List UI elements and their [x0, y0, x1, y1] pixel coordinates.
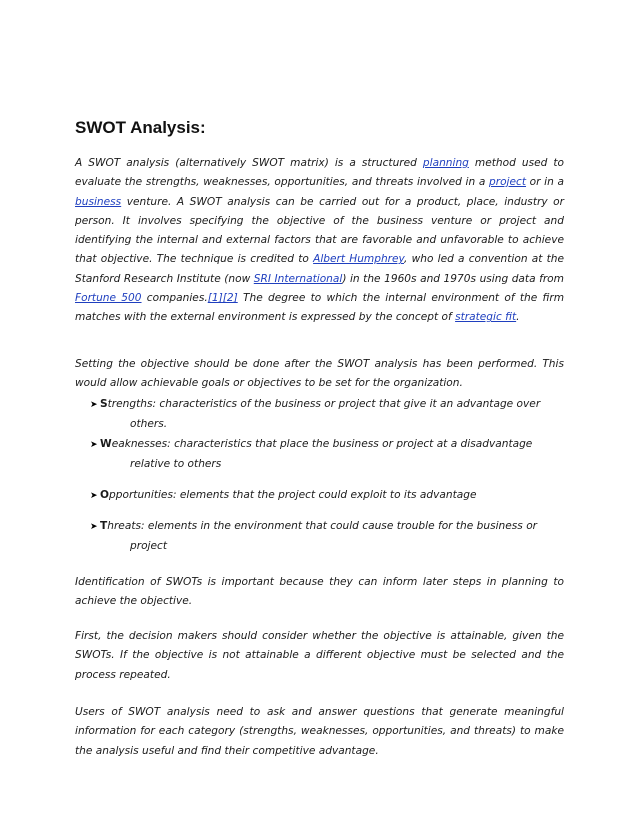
page-title: SWOT Analysis:: [75, 118, 206, 137]
link-references[interactable]: [1][2]: [207, 292, 238, 305]
bullet-strengths: [90, 395, 564, 435]
link-sri-international[interactable]: SRI International: [253, 272, 343, 285]
text-run: companies.: [141, 292, 208, 305]
text-run: ) in the 1960s and 1970s using data from: [342, 272, 564, 285]
text-run: venture. A SWOT analysis can be carried out for a product, place, industry or person. It involves specifying the objective of the business venture or project and identifying the internal and external factors that are favorable and unfavorable to achieve that objective. The technique is credited to: [75, 195, 564, 266]
bullet-text: eaknesses: characteristics that place the business or project at a disadvantage: [111, 438, 533, 450]
text-run: or in a: [526, 176, 564, 189]
bullet-initial: T: [100, 520, 108, 532]
link-business[interactable]: business: [75, 195, 122, 208]
arrow-bullet-icon: ➤: [90, 491, 98, 501]
bullet-continuation: relative to others: [130, 458, 222, 471]
bullet-threats: [90, 517, 564, 557]
link-strategic-fit[interactable]: strategic fit: [455, 311, 517, 324]
text-run: method used to evaluate the strengths, weaknesses, opportunities, and threats involved in a: [75, 157, 564, 189]
link-project[interactable]: project: [489, 176, 527, 189]
bullet-continuation: project: [130, 540, 168, 553]
bullet-opportunities: [90, 486, 564, 506]
intro-paragraph: [75, 154, 564, 328]
text-run: A SWOT analysis (alternatively SWOT matrix) is a structured: [75, 157, 423, 169]
link-fortune-500[interactable]: Fortune 500: [75, 292, 142, 305]
link-planning[interactable]: planning: [422, 157, 469, 169]
text-run: , who led a convention at the Stanford Research Institute (now: [75, 253, 564, 285]
bullet-initial: W: [100, 438, 112, 450]
arrow-bullet-icon: ➤: [90, 440, 98, 450]
arrow-bullet-icon: ➤: [90, 522, 98, 532]
bullet-text: trengths: characteristics of the business or project that give it an advantage over: [107, 398, 541, 410]
bullet-initial: O: [100, 489, 110, 501]
bullet-initial: S: [100, 398, 108, 410]
arrow-bullet-icon: ➤: [90, 400, 98, 410]
users-paragraph: Users of SWOT analysis need to ask and answer questions that generate meaningful information for each category (strengths, weaknesses, opportunities, and threats) to make the analysis useful and find their competitive advantage.: [75, 706, 564, 757]
text-run: .: [516, 311, 520, 324]
bullet-text: hreats: elements in the environment that could cause trouble for the business or: [107, 520, 538, 532]
objective-paragraph: Setting the objective should be done after the SWOT analysis has been performed. This would allow achievable goals or objectives to be set for the organization.: [75, 358, 564, 390]
text-run: The degree to which the internal environment of the firm matches with the external environment is expressed by the concept of: [75, 292, 565, 324]
bullet-text: pportunities: elements that the project could exploit to its advantage: [109, 489, 477, 501]
decision-paragraph: First, the decision makers should consider whether the objective is attainable, given the SWOTs. If the objective is not attainable a different objective must be selected and the process repeated.: [75, 630, 564, 681]
bullet-weaknesses: [90, 435, 564, 475]
link-albert-humphrey[interactable]: Albert Humphrey: [313, 253, 404, 266]
identification-paragraph: Identification of SWOTs is important because they can inform later steps in planning to achieve the objective.: [75, 576, 564, 608]
bullet-continuation: others.: [130, 418, 168, 431]
